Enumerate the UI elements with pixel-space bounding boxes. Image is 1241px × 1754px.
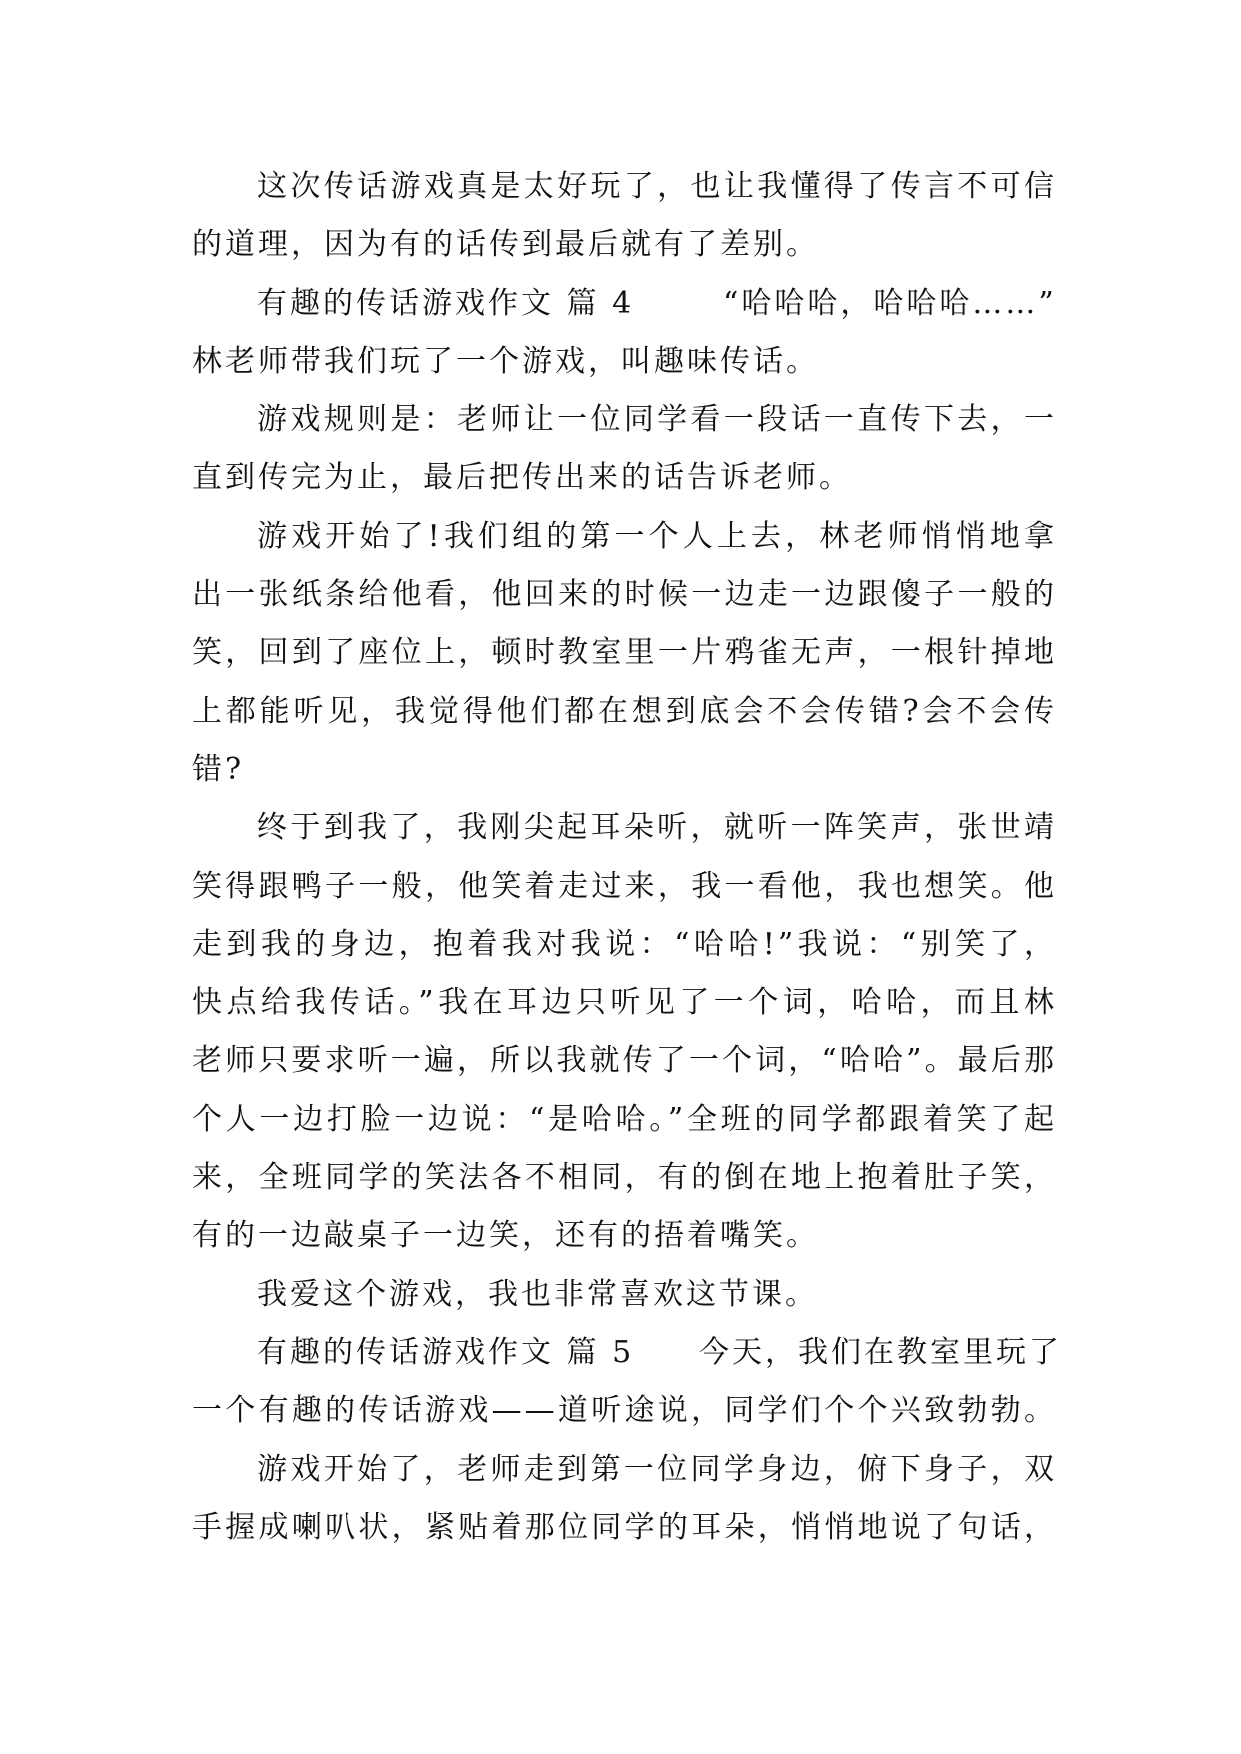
text-line: 来，全班同学的笑法各不相同，有的倒在地上抱着肚子笑， [192, 1160, 1057, 1196]
text-line: 林老师带我们玩了一个游戏，叫趣味传话。 [192, 343, 819, 379]
paragraph [192, 508, 1057, 799]
text-line: 有的一边敲桌子一边笑，还有的捂着嘴笑。 [192, 1218, 819, 1254]
text-line: 个人一边打脸一边说：“是哈哈。”全班的同学都跟着笑了起 [192, 1101, 1057, 1137]
text-line: 上都能听见，我觉得他们都在想到底会不会传错?会不会传 [192, 693, 1057, 729]
text-line: 一个有趣的传话游戏——道听途说，同学们个个兴致勃勃。 [192, 1393, 1057, 1429]
text-line: 这次传话游戏真是太好玩了，也让我懂得了传言不可信 [257, 169, 1057, 204]
paragraph [192, 799, 1057, 1265]
essay-heading: 有趣的传话游戏作文 篇 4 [257, 285, 635, 321]
heading-line [192, 1324, 1062, 1382]
document-body [192, 158, 1062, 1557]
text-line: 老师只要求听一遍，所以我就传了一个词，“哈哈”。最后那 [192, 1043, 1057, 1079]
essay-heading: 有趣的传话游戏作文 篇 5 [257, 1334, 635, 1370]
paragraph [192, 275, 1057, 392]
paragraph [192, 158, 1057, 275]
text-line: 走到我的身边，抱着我对我说：“哈哈!”我说：“别笑了， [192, 926, 1057, 962]
paragraph [192, 1266, 1057, 1324]
heading-line [192, 275, 1057, 333]
paragraph [192, 391, 1057, 508]
text-line: 终于到我了，我刚尖起耳朵听，就听一阵笑声，张世靖 [257, 810, 1057, 846]
text-line: 手握成喇叭状，紧贴着那位同学的耳朵，悄悄地说了句话， [192, 1509, 1057, 1545]
text-line: 笑，回到了座位上，顿时教室里一片鸦雀无声，一根针掉地 [192, 635, 1057, 671]
text-line: 游戏开始了，老师走到第一位同学身边，俯下身子，双 [257, 1451, 1057, 1487]
text-line: 我爱这个游戏，我也非常喜欢这节课。 [257, 1276, 818, 1312]
paragraph [192, 1441, 1057, 1558]
text-line: 游戏开始了!我们组的第一个人上去，林老师悄悄地拿 [257, 518, 1057, 554]
text-line: 游戏规则是：老师让一位同学看一段话一直传下去，一 [257, 402, 1057, 438]
text-line: 快点给我传话。”我在耳边只听见了一个词，哈哈，而且林 [192, 985, 1057, 1021]
paragraph [192, 1324, 1062, 1441]
text-line: “哈哈哈，哈哈哈……” [723, 285, 1057, 321]
text-line: 出一张纸条给他看，他回来的时候一边走一边跟傻子一般的 [192, 577, 1057, 613]
text-line: 直到传完为止，最后把传出来的话告诉老师。 [192, 460, 852, 496]
text-line: 的道理，因为有的话传到最后就有了差别。 [192, 227, 819, 263]
text-line: 今天，我们在教室里玩了 [699, 1334, 1062, 1370]
text-line: 笑得跟鸭子一般，他笑着走过来，我一看他，我也想笑。他 [192, 868, 1057, 904]
text-line: 错? [192, 751, 245, 787]
